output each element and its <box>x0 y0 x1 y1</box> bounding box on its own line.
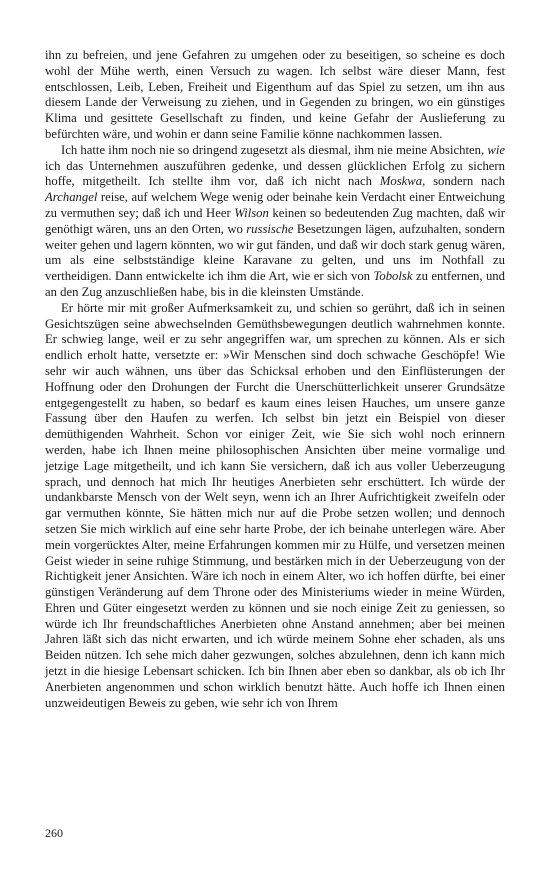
person-name-wilson: Wilson <box>234 205 269 220</box>
paragraph-2-text: Besetzungen lägen, aufzuhalten, sondern weiter gehen und lagern könnten, wo wir gut fänden, und daß wir doch stark genug wären, um als eine selbstständige kleine Karavane zu gelten, und uns im Nothfall zu vertheidigen. Dann entwickelte ich ihm die Art, wie er sich von <box>45 221 505 284</box>
paragraph-2 <box>45 143 505 301</box>
page-number: 260 <box>45 826 63 840</box>
place-name-archangel: Archangel <box>45 190 98 205</box>
paragraph-2-text: Ich hatte ihm noch nie so dringend zugesetzt als diesmal, ihm nie meine Absichten, <box>61 142 488 157</box>
paragraph-2-text: ich das Unternehmen auszuführen gedenke, und dessen glücklichen Erfolg zu sichern hoffe, mitgetheilt. Ich stellte ihm vor, daß ich nicht nach <box>45 158 505 189</box>
emphasis-russische: russische <box>246 221 294 236</box>
paragraph-3 <box>45 301 505 712</box>
place-name-moskwa: Moskwa <box>379 174 423 189</box>
paragraph-1 <box>45 48 505 143</box>
paragraph-2-text: , sondern nach <box>422 174 505 189</box>
paragraph-2-text: keinen so bedeutenden Zug machten, daß wir genöthigt wären, uns an den Orten, wo <box>45 205 505 236</box>
emphasis-wie: wie <box>487 142 505 157</box>
paragraph-2-text: reise, auf welchem Wege wenig oder beinahe kein Verdacht einer Entweichung zu vermuthen sey; daß ich und Heer <box>45 190 505 220</box>
place-name-tobolsk: Tobolsk <box>373 269 413 284</box>
paragraph-3-text: Er hörte mir mit großer Aufmerksamkeit zu, und schien so gerührt, daß ich in seinen Gesichtszügen seine abwechselnden Gemüthsbewegungen deutlich wahrnehmen konnte. Er schwieg lange, weil er zu sehr angegriffen war, um sprechen zu können. Als er sich endlich erholt hatte, versetzte er: »Wir Menschen sind doch schwache Geschöpfe! Wie sehr wir auch wähnen, uns über das Schicksal erhoben und den Einflüsterungen der Hoffnung oder den Drohungen der Furcht die Unerschütterlichkeit unserer Grundsätze entgegengestellt zu haben, so bedarf es kaum eines leisen Hauches, um unsere ganze Fassung über den Haufen zu werfen. Ich selbst bin jetzt ein Beispiel von dieser demüthigenden Wahrheit. Schon vor einiger Zeit, wie Sie sich wohl noch erinnern werden, habe ich Ihnen meine philosophischen Ansichten über meine vormalige und jetzige Lage mitgetheilt, und ich kann Sie versichern, daß ich aus voller Ueberzeugung sprach, und dennoch hat mich Ihr heutiges Anerbieten sehr erschüttert. Ich würde der undankbarste Mensch von der Welt seyn, wenn ich an Ihrer Aufrichtigkeit zweifeln oder gar vermuthen könnte, Sie hätten mich nur auf die Probe setzen wollen; und dennoch setzen Sie mich wirklich auf eine sehr harte Probe, der ich beinahe unterlegen wäre. Aber mein vorgerücktes Alter, meine Erfahrungen kommen mir zu Hülfe, und versetzen meinen Geist wieder in seine ruhige Stimmung, und bestärken mich in der Ueberzeugung von der Richtigkeit jener Ansichten. Wäre ich noch in einem Alter, wo ich hoffen dürfte, bei einer günstigen Veränderung auf dem Throne oder des Ministeriums wieder in meine Würden, Ehren und Güter eingesetzt werden zu können und sie noch einige Zeit zu geniessen, so würde ich Ihr freundschaftliches Anerbieten ohne Anstand annehmen; aber bei meinen Jahren läßt sich das nicht erwarten, und ich würde meinem Sohne eher schaden, als uns Beiden nützen. Ich sehe mich daher gezwungen, solches abzulehnen, denn ich kann mich jetzt in die hiesige Lebensart schicken. Ich bin Ihnen aber eben so dankbar, als ob ich Ihr Anerbieten angenommen und schon wirklich benutzt hätte. Auch hoffe ich Ihnen einen unzweideutigen Beweis zu geben, wie sehr ich von Ihrem <box>45 300 505 710</box>
paragraph-2-text: zu entfernen, und an den Zug anzuschließen habe, bis in die kleinsten Umstände. <box>45 269 505 299</box>
paragraph-1-text: ihn zu befreien, und jene Gefahren zu umgehen oder zu beseitigen, so scheine es doch wohl der Mühe werth, einen Versuch zu wagen. Ich selbst wäre dieser Mann, fest entschlossen, Leib, Leben, Freiheit und Eigenthum auf das Spiel zu setzen, um ihn aus diesem Lande der Verweisung zu ziehen, und in Gegenden zu bringen, wo ein günstiges Klima und gesittete Gesellschaft zu finden, und keine Gefahr der Auslieferung zu befürchten wäre, und wohin er dann seine Familie könne nachkommen lassen. <box>45 48 505 141</box>
page-body <box>45 48 505 711</box>
